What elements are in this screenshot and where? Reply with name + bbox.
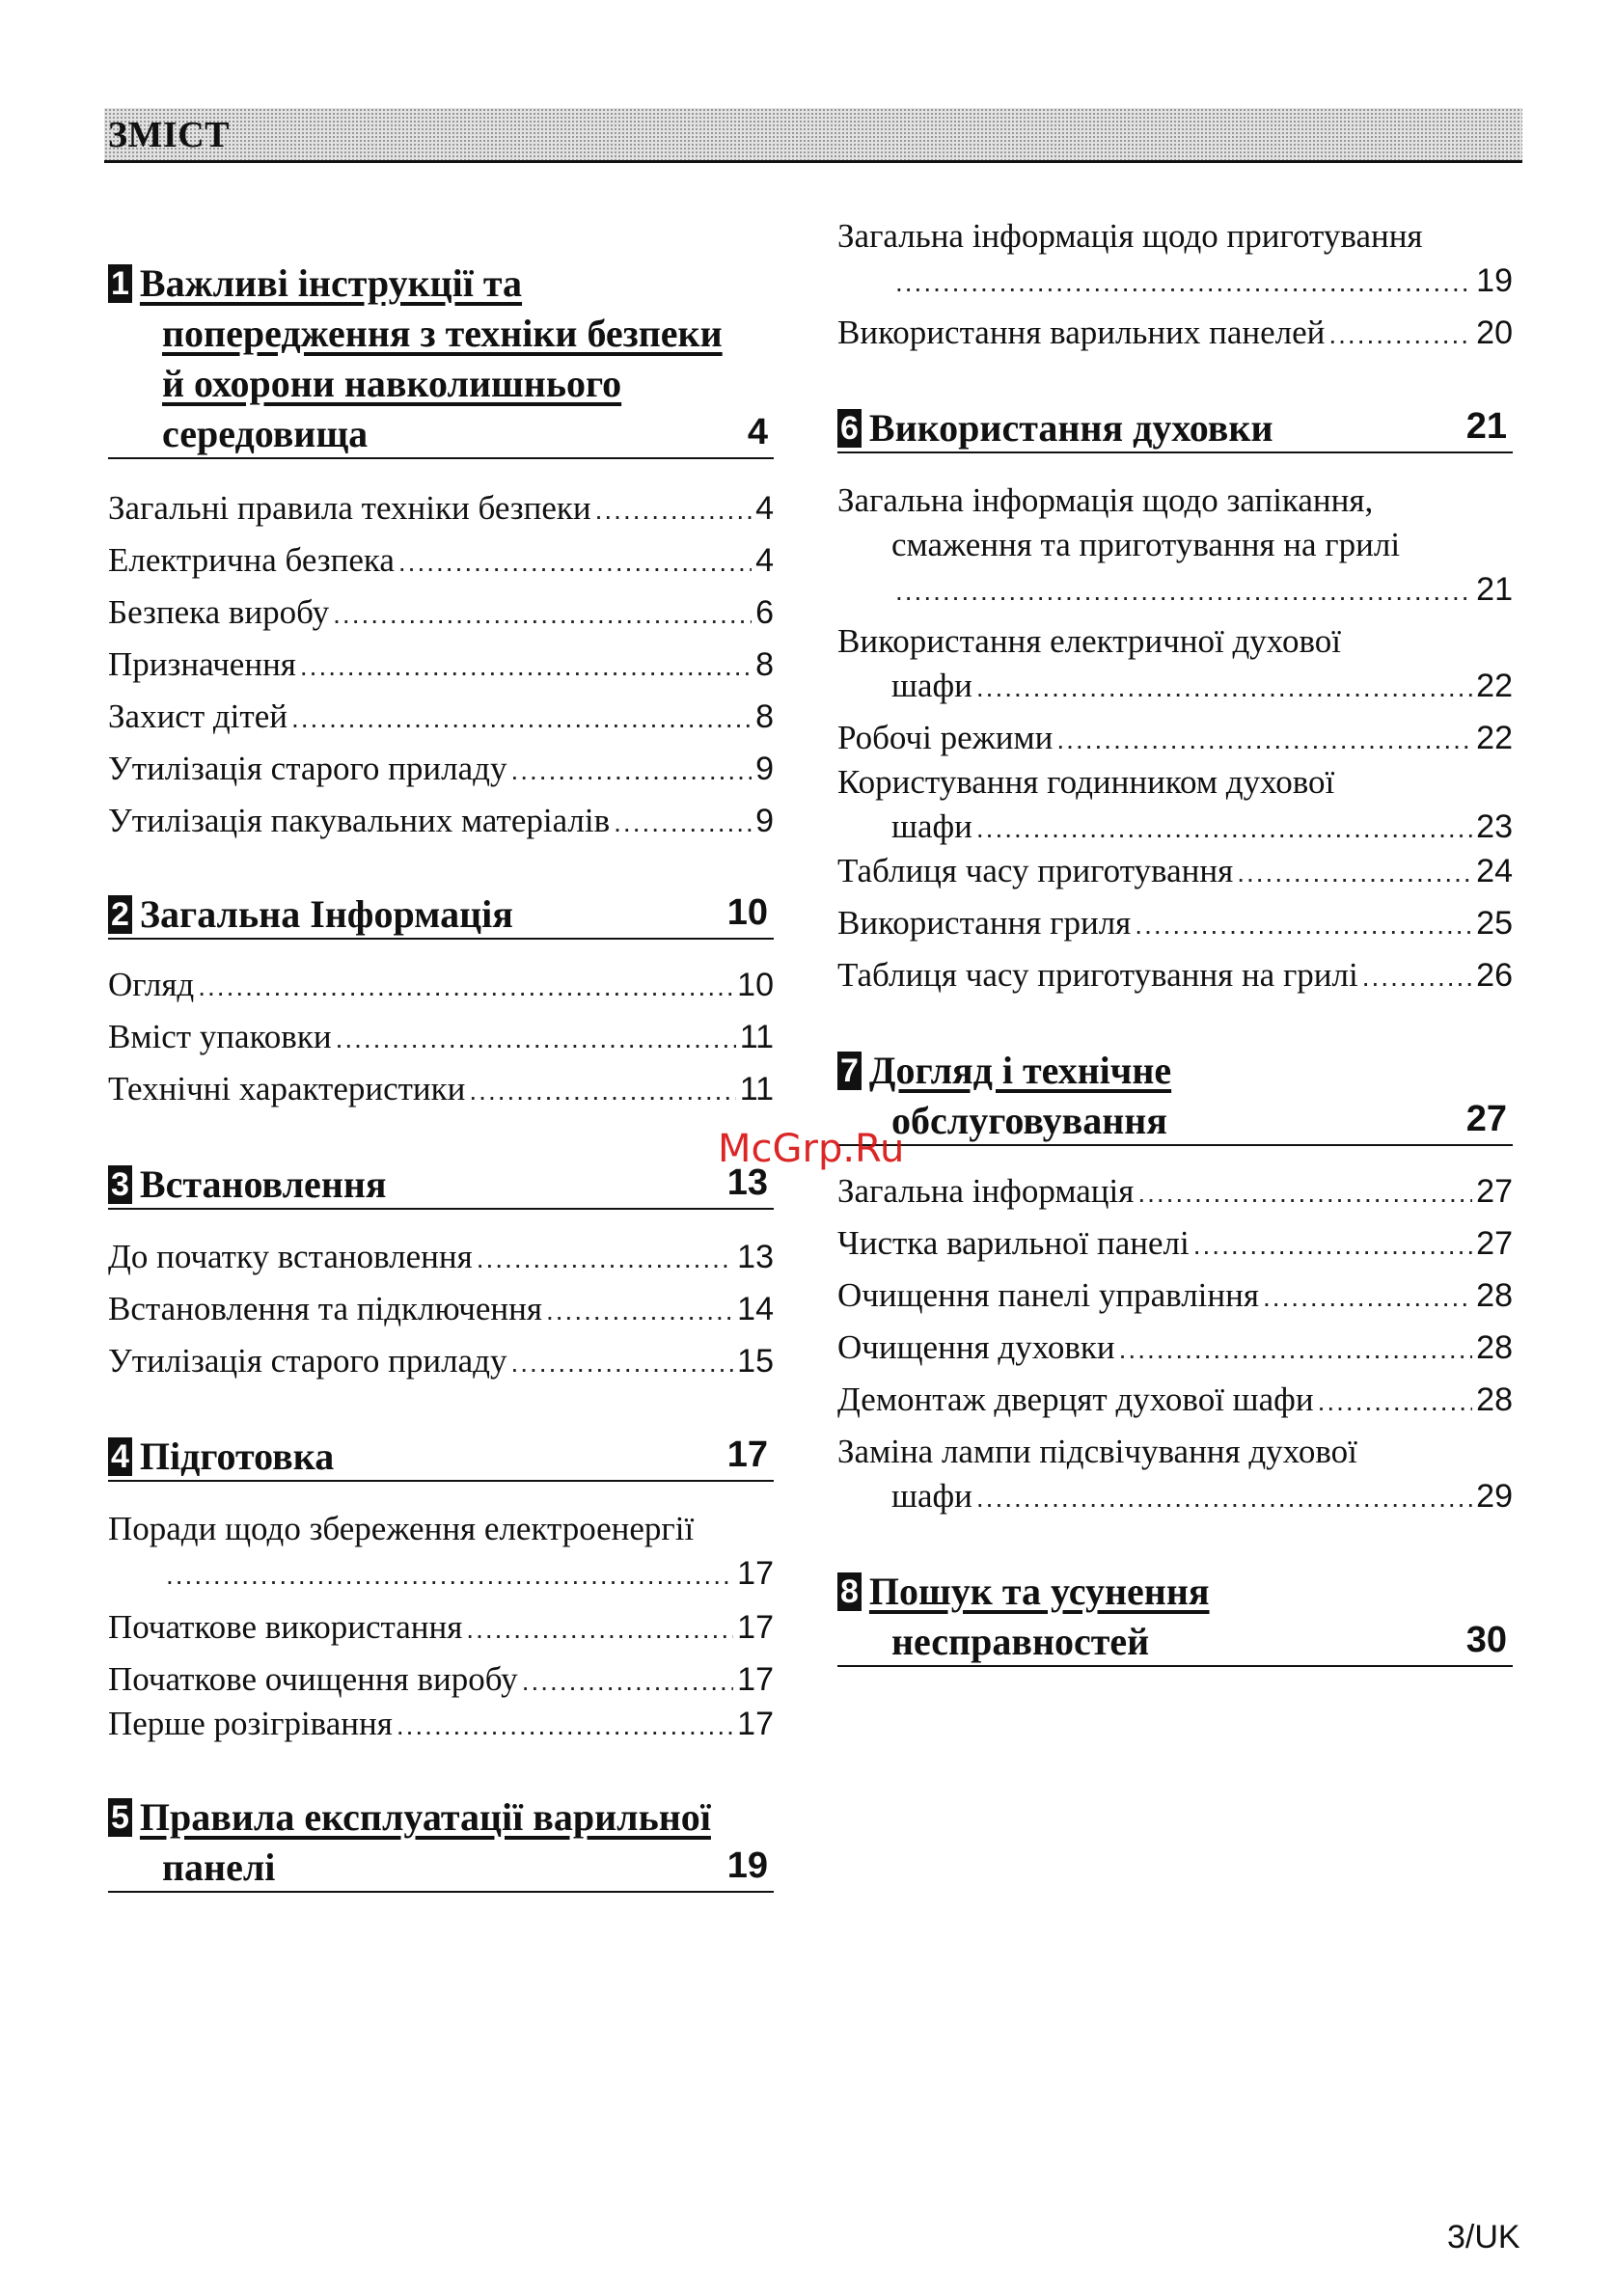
section-number: 5 xyxy=(108,1798,132,1837)
section-page: 17 xyxy=(726,1435,768,1475)
toc-section-5[interactable] xyxy=(108,1792,774,1893)
entry-title: Використання варильних панелей xyxy=(837,314,1326,351)
entry-title: Утилізація старого приладу xyxy=(108,750,507,787)
entry-title: Користування годинником духової xyxy=(837,763,1335,801)
dot-leader xyxy=(1237,851,1472,895)
toc-entry[interactable] xyxy=(108,963,774,1007)
entry-title: Таблиця часу приготування xyxy=(837,852,1234,889)
dot-leader xyxy=(469,1069,735,1113)
entry-page: 15 xyxy=(737,1343,774,1380)
section-page: 19 xyxy=(726,1845,768,1886)
toc-section-7[interactable] xyxy=(837,1046,1513,1146)
dot-leader xyxy=(166,1553,733,1598)
entry-page: 29 xyxy=(1476,1478,1513,1515)
entry-page: 25 xyxy=(1476,905,1513,942)
entry-page: 4 xyxy=(755,542,774,579)
entry-page: 24 xyxy=(1476,853,1513,889)
toc-section-4[interactable] xyxy=(108,1432,774,1482)
entry-page: 10 xyxy=(737,967,774,1003)
dot-leader xyxy=(477,1237,733,1281)
entry-title: Утилізація старого приладу xyxy=(108,1342,507,1380)
entry-title: Використання електричної духової xyxy=(837,622,1341,660)
toc-entry[interactable] xyxy=(837,311,1513,355)
toc-entry[interactable] xyxy=(108,1657,774,1702)
entry-title: шафи xyxy=(891,667,972,704)
section-number: 8 xyxy=(837,1572,862,1611)
toc-entry[interactable] xyxy=(837,849,1513,893)
section-title: Загальна Інформація xyxy=(139,892,513,936)
entry-page: 26 xyxy=(1476,957,1513,994)
toc-entry[interactable] xyxy=(108,1339,774,1383)
entry-title: шафи xyxy=(891,807,972,845)
toc-entry[interactable] xyxy=(837,1326,1513,1370)
section-title: обслуговування xyxy=(891,1099,1167,1142)
toc-entry[interactable] xyxy=(108,486,774,531)
entry-page: 14 xyxy=(737,1291,774,1327)
toc-entry[interactable] xyxy=(108,1235,774,1279)
section-title: й охорони навколишнього xyxy=(162,362,622,405)
section-title: панелі xyxy=(162,1845,276,1889)
toc-entry[interactable] xyxy=(108,642,774,687)
section-title: Важливі інструкції та xyxy=(139,261,523,305)
entry-title: Демонтаж дверцят духової шафи xyxy=(837,1380,1314,1418)
dot-leader xyxy=(522,1659,733,1704)
entry-page: 8 xyxy=(755,698,774,735)
entry-page: 27 xyxy=(1476,1173,1513,1210)
entry-title: Призначення xyxy=(108,645,296,683)
dot-leader xyxy=(198,965,733,1009)
entry-title: Технічні характеристики xyxy=(108,1070,466,1107)
toc-section-3[interactable] xyxy=(108,1160,774,1210)
entry-page: 23 xyxy=(1476,808,1513,845)
toc-entry[interactable] xyxy=(837,619,1513,708)
header-bar xyxy=(104,108,1522,163)
dot-leader xyxy=(1263,1275,1472,1320)
entry-title: Загальні правила техніки безпеки xyxy=(108,489,591,527)
toc-entry[interactable] xyxy=(837,478,1513,612)
entry-title: Перше розігрівання xyxy=(108,1705,393,1742)
entry-page: 28 xyxy=(1476,1277,1513,1314)
toc-entry[interactable] xyxy=(108,1605,774,1650)
toc-entry[interactable] xyxy=(837,716,1513,760)
entry-title: Таблиця часу приготування на грилі xyxy=(837,956,1358,994)
toc-entry[interactable] xyxy=(837,214,1513,303)
entry-title: Загальна інформація щодо приготування xyxy=(837,217,1423,255)
section-page: 13 xyxy=(726,1162,768,1203)
entry-page: 6 xyxy=(755,594,774,631)
entry-title: До початку встановлення xyxy=(108,1238,473,1275)
entry-page: 9 xyxy=(755,803,774,839)
dot-leader xyxy=(466,1607,733,1652)
entry-title: Огляд xyxy=(108,966,195,1003)
dot-leader xyxy=(336,1017,736,1061)
entry-title: Очищення духовки xyxy=(837,1328,1115,1366)
section-number: 3 xyxy=(108,1165,132,1204)
entry-title: Утилізація пакувальних матеріалів xyxy=(108,802,611,839)
section-page: 10 xyxy=(726,892,768,933)
dot-leader xyxy=(595,488,752,533)
toc-entry[interactable] xyxy=(837,1378,1513,1422)
entry-title: Загальна інформація щодо запікання, xyxy=(837,481,1374,519)
toc-entry[interactable] xyxy=(837,901,1513,945)
entry-page: 21 xyxy=(1476,571,1513,608)
toc-entry[interactable] xyxy=(108,538,774,583)
entry-title: Електрична безпека xyxy=(108,541,395,579)
watermark-text: McGrp.Ru xyxy=(718,1127,905,1171)
entry-title: шафи xyxy=(891,1477,972,1515)
dot-leader xyxy=(976,1476,1472,1520)
entry-page: 28 xyxy=(1476,1381,1513,1418)
entry-page: 11 xyxy=(739,1071,774,1107)
section-page: 4 xyxy=(747,412,768,452)
entry-page: 22 xyxy=(1476,720,1513,756)
entry-title: Робочі режими xyxy=(837,719,1054,756)
section-title: попередження з техніки безпеки xyxy=(162,312,723,355)
dot-leader xyxy=(333,592,752,637)
dot-leader xyxy=(1119,1327,1473,1372)
toc-entry[interactable] xyxy=(108,1287,774,1331)
toc-entry[interactable] xyxy=(108,1067,774,1111)
dot-leader xyxy=(291,697,752,741)
dot-leader xyxy=(1328,313,1472,357)
section-title: Пошук та усунення xyxy=(868,1570,1210,1613)
toc-entry[interactable] xyxy=(837,1273,1513,1318)
dot-leader xyxy=(976,666,1472,710)
section-page: 21 xyxy=(1465,406,1507,447)
entry-title: смаження та приготування на грилі xyxy=(891,526,1401,563)
entry-page: 4 xyxy=(755,490,774,527)
dot-leader xyxy=(895,260,1472,305)
entry-title: Встановлення та підключення xyxy=(108,1290,542,1327)
section-title: Встановлення xyxy=(139,1162,387,1206)
dot-leader xyxy=(614,801,752,845)
dot-leader xyxy=(510,749,752,793)
toc-entry[interactable] xyxy=(108,1702,774,1746)
toc-section-8[interactable] xyxy=(837,1567,1513,1667)
section-title: Підготовка xyxy=(139,1435,335,1478)
entry-title: Очищення панелі управління xyxy=(837,1276,1259,1314)
entry-page: 27 xyxy=(1476,1225,1513,1262)
section-number: 2 xyxy=(108,895,132,934)
section-title: Догляд і технічне xyxy=(868,1049,1172,1092)
dot-leader xyxy=(1137,1171,1472,1216)
toc-entry[interactable] xyxy=(108,1507,774,1596)
entry-title: Початкове очищення виробу xyxy=(108,1660,518,1698)
toc-entry[interactable] xyxy=(108,1015,774,1059)
entry-page: 17 xyxy=(737,1609,774,1646)
entry-title: Вміст упаковки xyxy=(108,1018,332,1055)
dot-leader xyxy=(398,540,752,585)
entry-title: Чистка варильної панелі xyxy=(837,1224,1190,1262)
entry-title: Заміна лампи підсвічування духової xyxy=(837,1433,1357,1470)
dot-leader xyxy=(895,569,1472,614)
section-title: Використання духовки xyxy=(868,406,1273,450)
toc-entry[interactable] xyxy=(108,695,774,739)
dot-leader xyxy=(1135,903,1472,947)
dot-leader xyxy=(1318,1380,1473,1424)
entry-page: 22 xyxy=(1476,668,1513,704)
toc-entry[interactable] xyxy=(837,760,1513,849)
entry-page: 28 xyxy=(1476,1329,1513,1366)
entry-page: 17 xyxy=(737,1555,774,1592)
dot-leader xyxy=(1193,1223,1472,1268)
entry-page: 11 xyxy=(739,1019,774,1055)
entry-title: Поради щодо збереження електроенергії xyxy=(108,1510,695,1547)
toc-entry[interactable] xyxy=(837,1430,1513,1518)
entry-page: 8 xyxy=(755,646,774,683)
entry-page: 17 xyxy=(737,1661,774,1698)
entry-page: 19 xyxy=(1476,262,1513,299)
dot-leader xyxy=(546,1289,733,1333)
toc-entry[interactable] xyxy=(837,1169,1513,1214)
toc-entry[interactable] xyxy=(108,799,774,843)
entry-title: Початкове використання xyxy=(108,1608,463,1646)
dot-leader xyxy=(1362,955,1472,999)
section-page: 27 xyxy=(1465,1099,1507,1139)
toc-entry[interactable] xyxy=(108,747,774,791)
dot-leader xyxy=(300,644,752,689)
dot-leader xyxy=(510,1341,733,1385)
section-number: 4 xyxy=(108,1437,132,1476)
section-title: несправностей xyxy=(891,1620,1150,1663)
entry-title: Безпека виробу xyxy=(108,593,330,631)
dot-leader xyxy=(397,1704,733,1748)
toc-section-6[interactable] xyxy=(837,403,1513,453)
footer-page-number: 3/UK xyxy=(1447,2219,1520,2255)
entry-page: 20 xyxy=(1476,314,1513,351)
section-number: 6 xyxy=(837,409,862,448)
section-page: 30 xyxy=(1465,1620,1507,1660)
section-title: Правила експлуатації варильної xyxy=(139,1795,711,1839)
entry-page: 13 xyxy=(737,1239,774,1275)
section-number: 1 xyxy=(108,264,132,303)
entry-page: 17 xyxy=(737,1706,774,1742)
dot-leader xyxy=(976,806,1472,851)
entry-title: Використання гриля xyxy=(837,904,1132,942)
toc-entry[interactable] xyxy=(837,1221,1513,1266)
toc-section-1[interactable] xyxy=(108,259,774,459)
toc-entry[interactable] xyxy=(837,953,1513,998)
section-number: 7 xyxy=(837,1052,862,1090)
dot-leader xyxy=(1056,718,1472,762)
entry-title: Загальна інформація xyxy=(837,1172,1135,1210)
page-title: ЗМІСТ xyxy=(108,115,230,155)
section-title: середовища xyxy=(162,412,369,455)
toc-entry[interactable] xyxy=(108,590,774,635)
toc-section-2[interactable] xyxy=(108,889,774,940)
entry-page: 9 xyxy=(755,751,774,787)
entry-title: Захист дітей xyxy=(108,697,287,735)
